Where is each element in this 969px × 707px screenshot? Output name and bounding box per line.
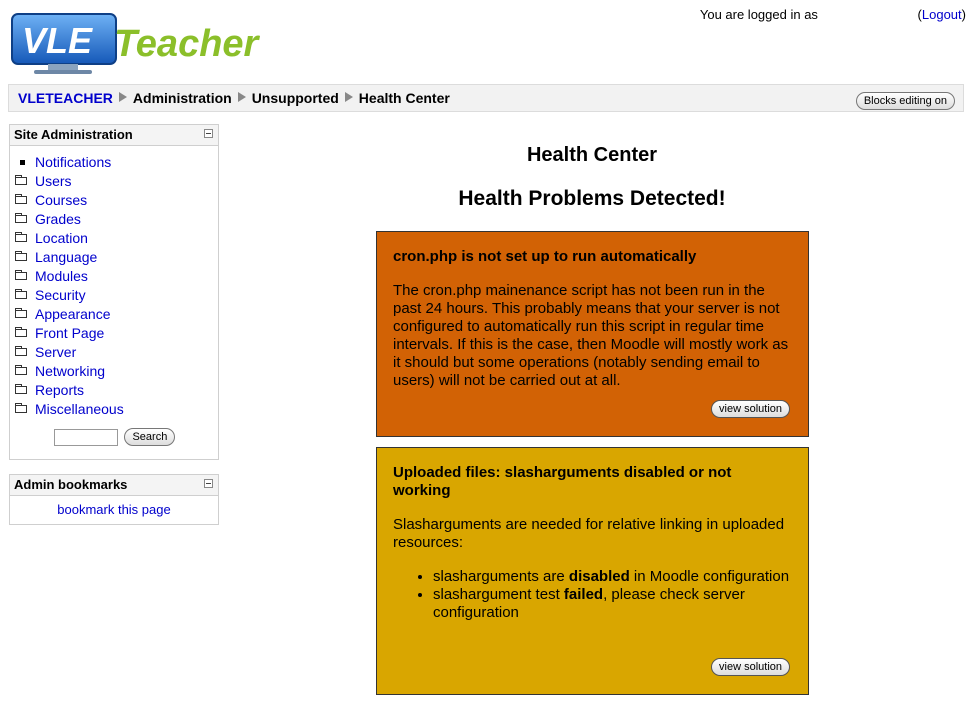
problem-slasharguments — [376, 447, 809, 695]
issue-item — [433, 586, 792, 622]
admin-link[interactable]: Courses — [35, 192, 88, 208]
breadcrumb-administration: Administration — [132, 90, 232, 106]
view-solution-button[interactable]: view solution — [711, 400, 790, 418]
admin-link[interactable]: Reports — [35, 382, 85, 398]
blocks-editing-button[interactable]: Blocks editing on — [856, 92, 955, 110]
admin-item-language[interactable] — [15, 248, 218, 267]
admin-item-networking[interactable] — [15, 362, 218, 381]
breadcrumb — [18, 90, 450, 106]
admin-item-appearance[interactable] — [15, 305, 218, 324]
issue-status: failed — [563, 586, 604, 603]
logout-open-paren: ( — [917, 7, 922, 22]
problem-description: Slasharguments are needed for relative linking in uploaded resources: — [393, 516, 785, 551]
admin-item-notifications[interactable] — [15, 153, 218, 172]
admin-item-modules[interactable] — [15, 267, 218, 286]
admin-link[interactable]: Miscellaneous — [35, 401, 124, 417]
logo-graphic — [10, 8, 310, 78]
issue-item — [433, 568, 792, 586]
issue-status: disabled — [568, 568, 630, 585]
login-info — [700, 7, 966, 22]
breadcrumb-arrow-icon — [345, 92, 353, 102]
logo-teacher-text: Teacher — [114, 23, 259, 65]
admin-link[interactable]: Grades — [35, 211, 81, 227]
folder-icon — [15, 367, 27, 375]
logout-close-paren: ) — [961, 7, 966, 22]
logged-in-text: You are logged in as — [699, 7, 818, 22]
admin-search-input[interactable] — [54, 429, 118, 446]
bullet-icon — [20, 160, 25, 165]
admin-item-courses[interactable] — [15, 191, 218, 210]
admin-search-row — [54, 428, 175, 446]
site-administration-header — [10, 125, 218, 146]
breadcrumb-home[interactable]: VLETEACHER — [18, 90, 113, 106]
folder-icon — [15, 253, 27, 261]
collapse-icon[interactable] — [204, 129, 213, 138]
folder-icon — [15, 329, 27, 337]
bookmark-this-page-link[interactable]: bookmark this page — [57, 502, 171, 517]
admin-link[interactable]: Appearance — [35, 306, 111, 322]
admin-search-button[interactable]: Search — [124, 428, 175, 446]
admin-link[interactable]: Server — [35, 344, 77, 360]
admin-item-reports[interactable] — [15, 381, 218, 400]
monitor-base — [34, 70, 92, 74]
admin-item-miscellaneous[interactable] — [15, 400, 218, 419]
admin-item-security[interactable] — [15, 286, 218, 305]
folder-icon — [15, 310, 27, 318]
site-administration-block — [9, 124, 219, 460]
breadcrumb-arrow-icon — [238, 92, 246, 102]
folder-icon — [15, 177, 27, 185]
problem-title: cron.php is not set up to run automatically — [393, 248, 697, 265]
monitor-stand — [48, 64, 78, 70]
admin-bookmarks-block — [9, 474, 219, 525]
admin-link[interactable]: Front Page — [35, 325, 105, 341]
page-title: Health Center — [526, 144, 658, 166]
folder-icon — [15, 405, 27, 413]
site-administration-title: Site Administration — [14, 127, 133, 142]
folder-icon — [15, 234, 27, 242]
admin-bookmarks-title: Admin bookmarks — [14, 477, 128, 492]
folder-icon — [15, 291, 27, 299]
admin-item-front-page[interactable] — [15, 324, 218, 343]
logout-link[interactable]: Logout — [921, 7, 962, 22]
issue-text: in Moodle configuration — [629, 568, 790, 585]
admin-link[interactable]: Users — [35, 173, 72, 189]
folder-icon — [15, 215, 27, 223]
issue-text: slasharguments are — [433, 568, 569, 585]
admin-link[interactable]: Location — [35, 230, 88, 246]
problem-title: Uploaded files: slasharguments disabled or not working — [393, 464, 732, 499]
admin-link[interactable]: Notifications — [35, 154, 112, 170]
admin-link[interactable]: Security — [35, 287, 86, 303]
folder-icon — [15, 272, 27, 280]
problems-heading: Health Problems Detected! — [458, 187, 726, 210]
admin-bookmarks-header — [10, 475, 218, 496]
admin-item-server[interactable] — [15, 343, 218, 362]
view-solution-button[interactable]: view solution — [711, 658, 790, 676]
breadcrumb-arrow-icon — [119, 92, 127, 102]
problem-cron — [376, 231, 809, 437]
admin-link[interactable]: Modules — [35, 268, 88, 284]
breadcrumb-current: Health Center — [358, 90, 450, 106]
admin-tree — [10, 146, 218, 419]
issue-text: , please check server configuration — [433, 586, 745, 621]
admin-link[interactable]: Networking — [35, 363, 106, 379]
navbar — [8, 84, 964, 112]
admin-item-users[interactable] — [15, 172, 218, 191]
problem-description: The cron.php mainenance script has not been run in the past 24 hours. This probably means that your server is not configured to automatically run this script in regular time intervals. If this is the case, then Moodle will mostly work as it should but some operations (notably sending email to users) will not be carried out at all. — [393, 282, 789, 389]
issue-list — [393, 568, 792, 622]
breadcrumb-unsupported: Unsupported — [251, 90, 339, 106]
admin-item-grades[interactable] — [15, 210, 218, 229]
admin-item-location[interactable] — [15, 229, 218, 248]
folder-icon — [15, 386, 27, 394]
admin-link[interactable]: Language — [35, 249, 98, 265]
collapse-icon[interactable] — [204, 479, 213, 488]
logo-vle-text: VLE — [22, 20, 93, 61]
folder-icon — [15, 196, 27, 204]
vleteacher-logo — [10, 8, 310, 78]
folder-icon — [15, 348, 27, 356]
issue-text: slashargument test — [433, 586, 564, 603]
